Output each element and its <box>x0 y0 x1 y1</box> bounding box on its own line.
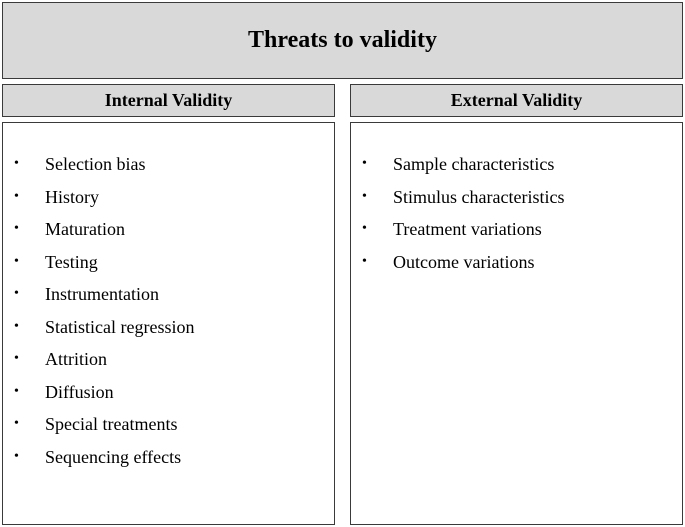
external-validity-header <box>350 84 683 117</box>
bullet-icon: • <box>14 253 19 269</box>
internal-validity-header <box>2 84 335 117</box>
list-item <box>3 311 334 344</box>
list-item <box>351 148 682 181</box>
diagram-title: Threats to validity <box>248 27 437 53</box>
list-item-label: Testing <box>45 251 98 272</box>
list-item <box>3 181 334 214</box>
external-validity-list-box <box>350 122 683 525</box>
list-item <box>351 246 682 279</box>
list-item <box>3 278 334 311</box>
bullet-icon: • <box>14 318 19 334</box>
list-item-label: Stimulus characteristics <box>393 186 565 207</box>
internal-validity-list <box>3 148 334 473</box>
external-validity-header-label: External Validity <box>450 90 583 110</box>
bullet-icon: • <box>362 188 367 204</box>
list-item-label: Maturation <box>45 219 125 239</box>
list-item <box>3 441 334 474</box>
bullet-icon: • <box>14 286 19 301</box>
list-item-label: Special treatments <box>45 414 178 434</box>
bullet-icon: • <box>14 188 19 204</box>
diagram-title-box <box>2 2 683 79</box>
list-item-label: Statistical regression <box>45 316 195 337</box>
bullet-icon: • <box>14 221 19 236</box>
list-item <box>3 408 334 441</box>
bullet-icon: • <box>14 416 19 431</box>
bullet-icon: • <box>14 156 19 171</box>
list-item-label: History <box>45 186 99 207</box>
list-item <box>3 246 334 279</box>
list-item <box>351 213 682 246</box>
bullet-icon: • <box>14 351 19 366</box>
list-item-label: Treatment variations <box>393 219 542 239</box>
bullet-icon: • <box>14 383 19 399</box>
list-item <box>351 181 682 214</box>
list-item <box>3 343 334 376</box>
list-item <box>3 148 334 181</box>
list-item-label: Diffusion <box>45 381 114 402</box>
list-item-label: Selection bias <box>45 154 146 174</box>
list-item-label: Instrumentation <box>45 284 159 304</box>
list-item <box>3 213 334 246</box>
bullet-icon: • <box>362 221 367 236</box>
list-item-label: Attrition <box>45 349 107 369</box>
list-item-label: Sequencing effects <box>45 446 182 467</box>
list-item <box>3 376 334 409</box>
external-validity-list <box>351 148 682 278</box>
bullet-icon: • <box>362 156 367 171</box>
list-item-label: Outcome variations <box>393 251 535 272</box>
internal-validity-list-box <box>2 122 335 525</box>
list-item-label: Sample characteristics <box>393 154 555 174</box>
bullet-icon: • <box>14 448 19 464</box>
internal-validity-header-label: Internal Validity <box>104 90 233 110</box>
bullet-icon: • <box>362 253 367 269</box>
